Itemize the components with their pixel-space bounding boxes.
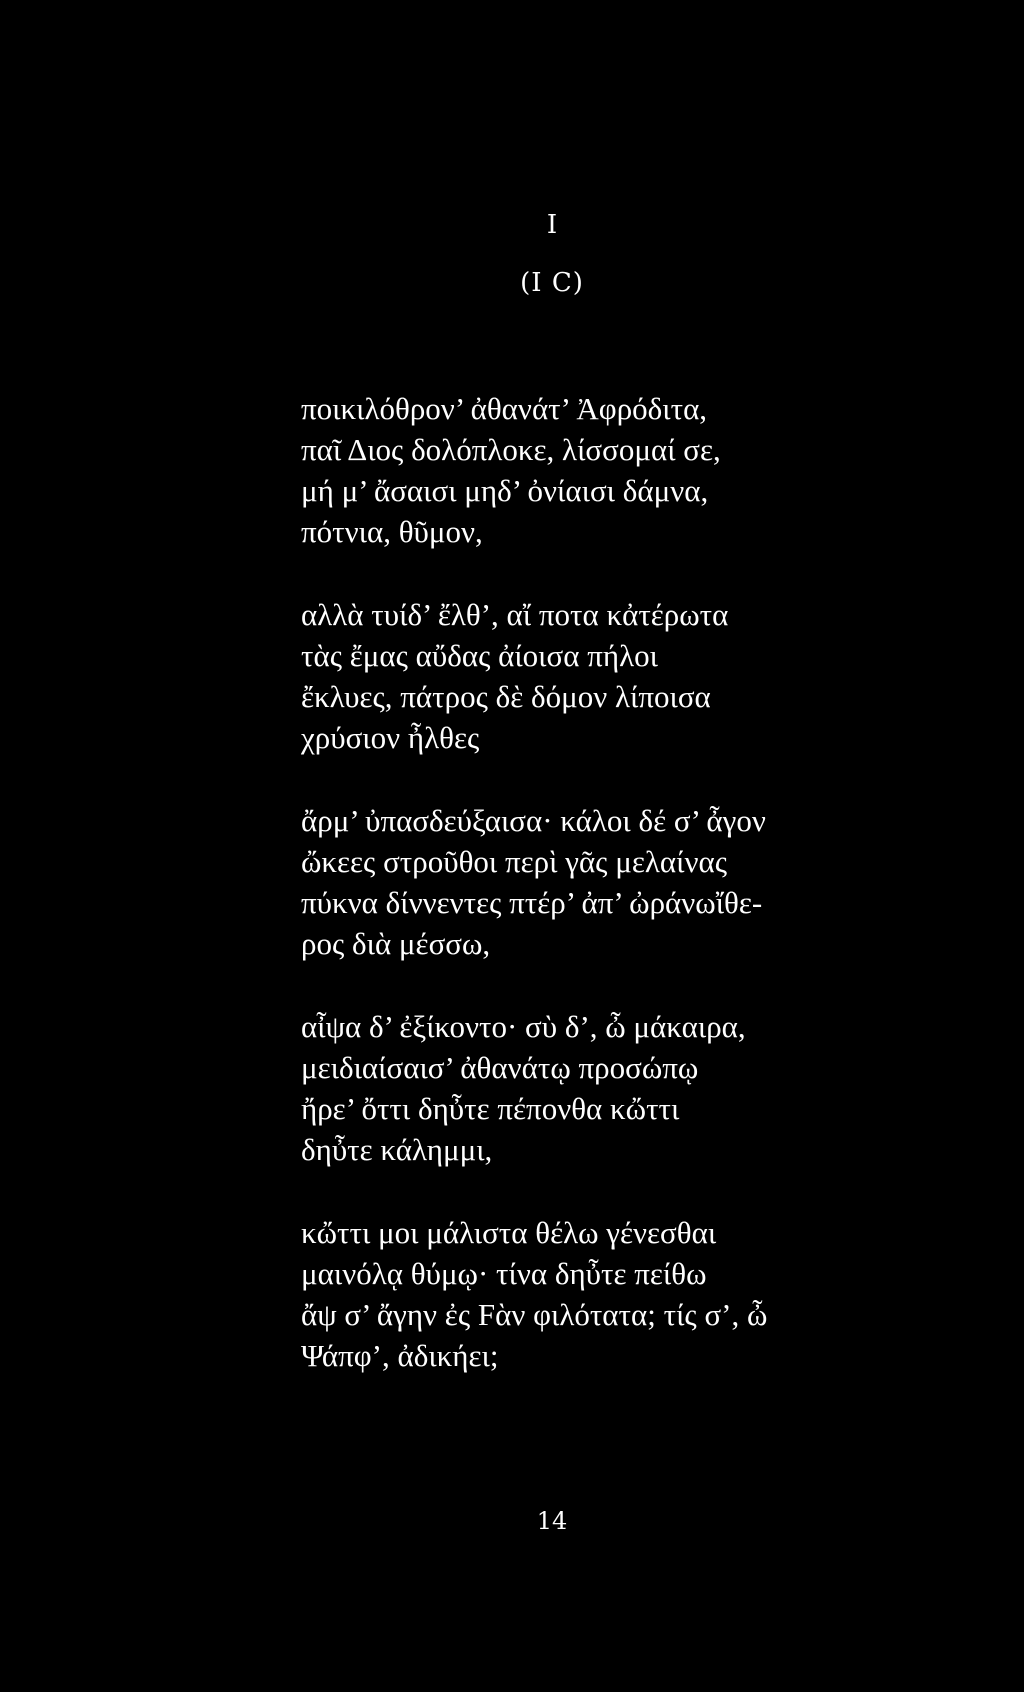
stanza-5 <box>301 1212 1001 1376</box>
poem-number: I <box>546 210 558 240</box>
poem-line: χρύσιον ἦλθες <box>301 720 480 755</box>
poem-line: ἔκλυες, πάτρος δὲ δόμον λίποισα <box>301 679 711 714</box>
poem-line: ἤρε’ ὄττι δηὖτε πέπονθα κὤττι <box>301 1091 680 1126</box>
poem-line: ρος διὰ μέσσω, <box>301 926 491 961</box>
poem-line: αλλὰ τυίδ’ ἔλθ’, αἴ ποτα κἀτέρωτα <box>301 597 729 632</box>
stanza-1 <box>301 388 1001 552</box>
page-number: 14 <box>536 1507 568 1535</box>
poem-line: μαινόλᾳ θύμῳ· τίνα δηὖτε πείθω <box>301 1256 707 1291</box>
poem-line: πύκνα δίννεντες πτέρ’ ἀπ’ ὠράνωἴθε- <box>301 885 763 920</box>
poem-line: πότνια, θῦμον, <box>301 514 483 549</box>
poem-line: Ψάπφ’, ἀδικήει; <box>301 1338 499 1373</box>
poem-line: μειδιαίσαισ’ ἀθανάτῳ προσώπῳ <box>301 1050 699 1085</box>
stanza-3 <box>301 800 1001 964</box>
poem-line: ἄρμ’ ὐπασδεύξαισα· κάλοι δέ σ’ ἆγον <box>301 803 766 838</box>
poem-line: ὤκεες στροῦθοι περὶ γᾶς μελαίνας <box>301 844 727 879</box>
stanza-4 <box>301 1006 1001 1170</box>
poem-line: αἶψα δ’ ἐξίκοντο· σὺ δ’, ὦ μάκαιρα, <box>301 1009 746 1044</box>
poem-line: κὤττι μοι μάλιστα θέλω γένεσθαι <box>301 1215 717 1250</box>
poem-line: δηὖτε κάλημμι, <box>301 1132 493 1167</box>
poem-reference: (I C) <box>520 268 584 298</box>
stanza-2 <box>301 594 1001 758</box>
poem-line: μή μ’ ἄσαισι μηδ’ ὀνίαισι δάμνα, <box>301 473 709 508</box>
poem-line: παῖ Διος δολόπλοκε, λίσσομαί σε, <box>301 432 721 467</box>
poem-line: τὰς ἔμας αὔδας ἀίοισα πήλοι <box>301 638 658 673</box>
poem-line: ἄψ σ’ ἄγην ἐς Fὰν φιλότατα; τίς σ’, ὦ <box>301 1297 768 1332</box>
poem-line: ποικιλόθρον’ ἀθανάτ’ Ἀφρόδιτα, <box>301 391 708 426</box>
poem-text <box>301 388 1001 1418</box>
